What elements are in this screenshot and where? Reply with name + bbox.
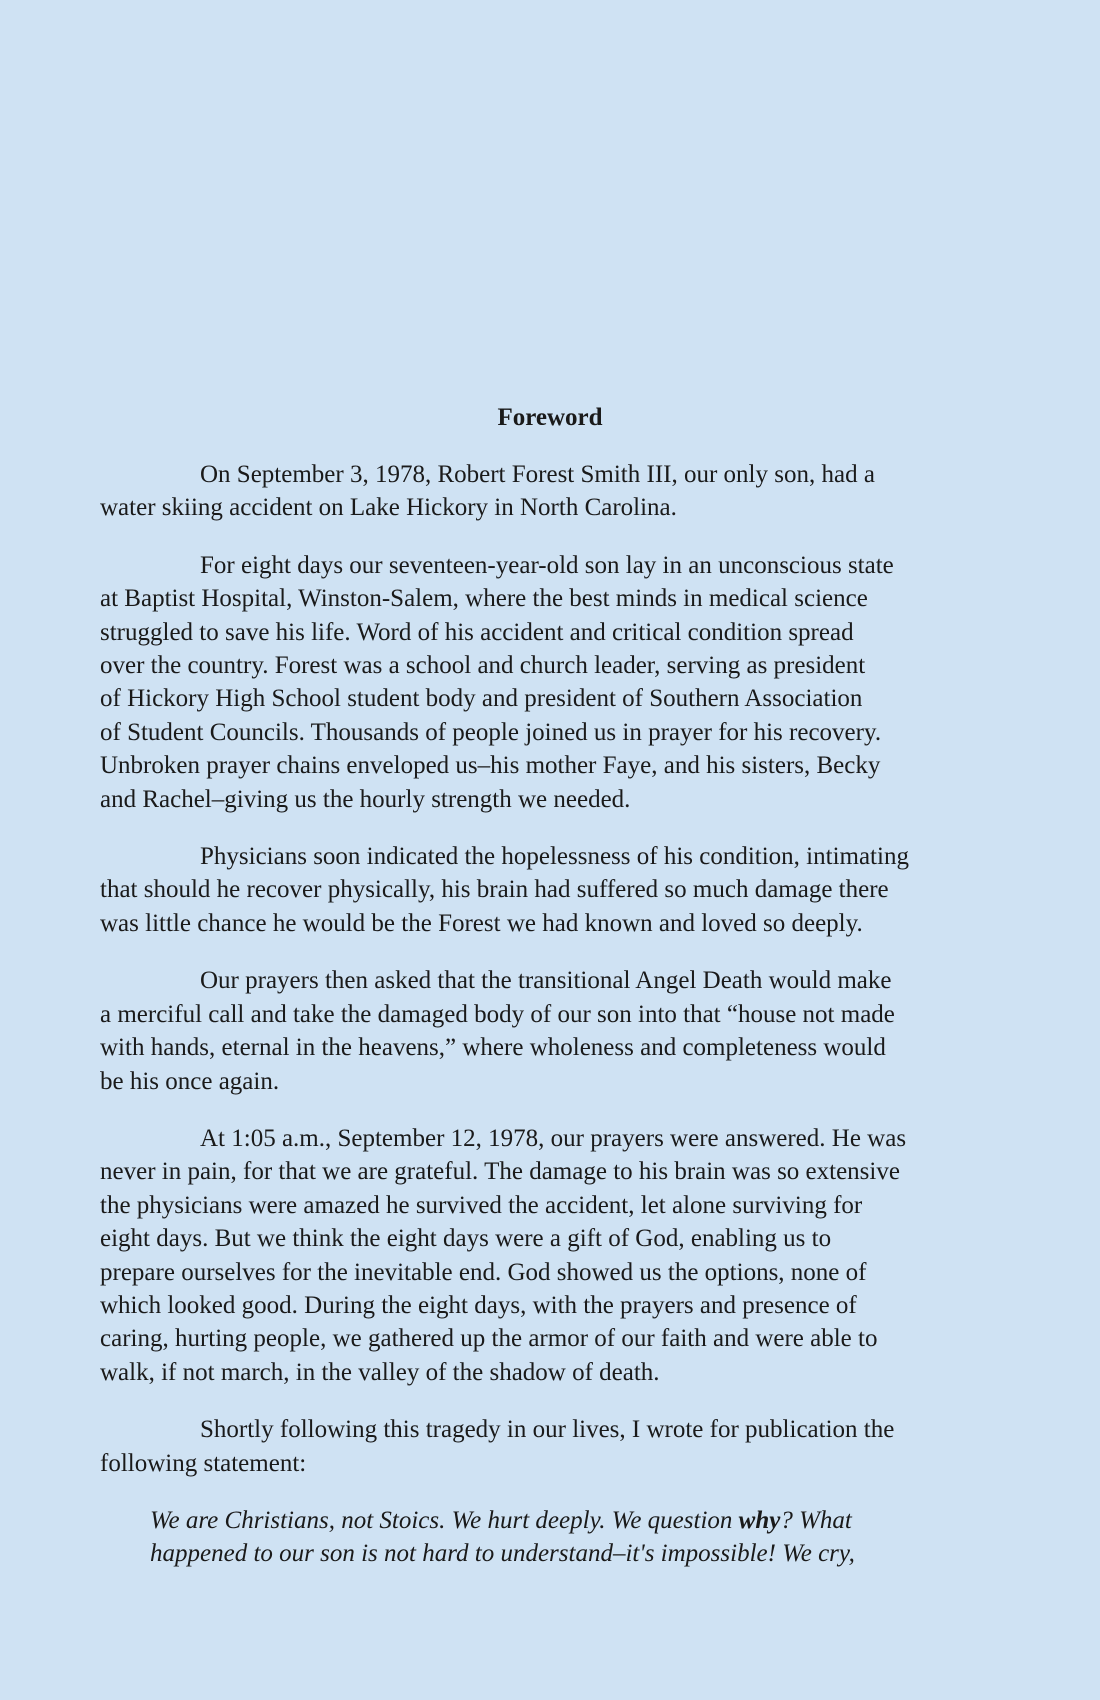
paragraph-line: with hands, eternal in the heavens,” where wholeness and completeness would — [100, 1034, 886, 1062]
quote-line-2: happened to our son is not hard to understand–it's impossible! We cry, — [150, 1540, 855, 1568]
paragraph-line: never in pain, for that we are grateful. The damage to his brain was so extensive — [100, 1158, 900, 1186]
quote-text-before: We are Christians, not Stoics. We hurt deeply. We question — [150, 1506, 739, 1534]
paragraph-line: at Baptist Hospital, Winston-Salem, where the best minds in medical science — [100, 585, 868, 613]
paragraph-line: over the country. Forest was a school and church leader, serving as president — [100, 652, 866, 680]
paragraph-line: Shortly following this tragedy in our lives, I wrote for publication the — [200, 1416, 895, 1444]
paragraph-line: was little chance he would be the Forest we had known and loved so deeply. — [100, 909, 863, 937]
paragraph-line: caring, hurting people, we gathered up the armor of our faith and were able to — [100, 1325, 878, 1353]
paragraph-line: walk, if not march, in the valley of the shadow of death. — [100, 1358, 660, 1386]
paragraph-line: prepare ourselves for the inevitable end. God showed us the options, none of — [100, 1258, 867, 1286]
paragraph-line: of Hickory High School student body and president of Southern Association — [100, 685, 863, 713]
paragraph-line: On September 3, 1978, Robert Forest Smith III, our only son, had a — [200, 461, 875, 488]
paragraph-line: and Rachel–giving us the hourly strength we needed. — [100, 785, 631, 813]
body-text — [100, 458, 1000, 1571]
paragraph-3 — [100, 840, 1000, 940]
paragraph-line: For eight days our seventeen-year-old son lay in an unconscious state — [200, 551, 894, 579]
paragraph-line: Unbroken prayer chains enveloped us–his mother Faye, and his sisters, Becky — [100, 752, 881, 780]
paragraph-line: the physicians were amazed he survived the accident, let alone surviving for — [100, 1191, 863, 1219]
quote-emphasis: why — [738, 1506, 781, 1534]
paragraph-line: a merciful call and take the damaged body of our son into that “house not made — [100, 1000, 895, 1028]
paragraph-1 — [100, 458, 1000, 525]
paragraph-6 — [100, 1413, 1000, 1480]
block-quote — [150, 1504, 1000, 1571]
quote-line-1 — [150, 1504, 1000, 1537]
paragraph-line: Physicians soon indicated the hopelessness of his condition, intimating — [200, 843, 909, 871]
paragraph-line: struggled to save his life. Word of his accident and critical condition spread — [100, 618, 854, 646]
paragraph-5 — [100, 1122, 1000, 1389]
paragraph-2 — [100, 549, 1000, 816]
page-title: Foreword — [497, 404, 603, 431]
paragraph-line: that should he recover physically, his brain had suffered so much damage there — [100, 876, 889, 904]
paragraph-line: following statement: — [100, 1449, 307, 1477]
paragraph-line: eight days. But we think the eight days were a gift of God, enabling us to — [100, 1225, 832, 1253]
paragraph-line: be his once again. — [100, 1067, 280, 1095]
paragraph-line: water skiing accident on Lake Hickory in North Carolina. — [100, 494, 677, 522]
paragraph-4 — [100, 964, 1000, 1098]
quote-text-after: ? What — [780, 1506, 852, 1534]
paragraph-line: At 1:05 a.m., September 12, 1978, our prayers were answered. He was — [200, 1124, 907, 1152]
paragraph-line: which looked good. During the eight days, with the prayers and presence of — [100, 1291, 857, 1319]
paragraph-line: Our prayers then asked that the transitional Angel Death would make — [200, 967, 892, 995]
paragraph-line: of Student Councils. Thousands of people joined us in prayer for his recovery. — [100, 718, 882, 746]
